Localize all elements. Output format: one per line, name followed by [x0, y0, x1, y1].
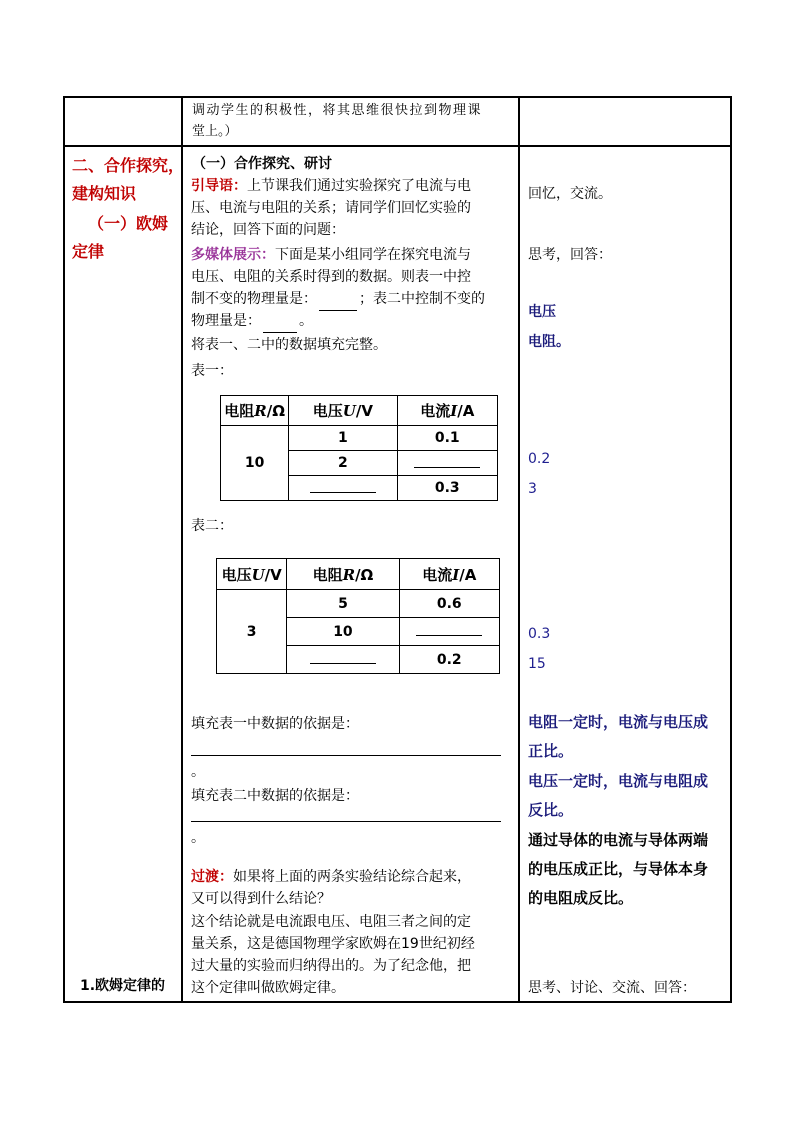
row-divider: [63, 145, 732, 147]
t2-blank-cell: [287, 646, 399, 674]
t1-merged-cell: 10: [221, 426, 289, 501]
top-row-line-1: 调动学生的积极性，将其思维很快拉到物理课: [192, 103, 483, 118]
data-table-1: [220, 395, 498, 501]
section-heading: 二、合作探究，: [72, 156, 185, 175]
answer-resistance: 电阻。: [528, 334, 570, 350]
t2-h0-text: 电压: [221, 565, 252, 584]
t1-cell: 1: [289, 426, 397, 451]
t1-cell: 0.1: [397, 426, 497, 451]
conclusion-line-2: 量关系，这是德国物理学家欧姆在19世纪初经: [191, 936, 475, 952]
subsection-heading-2: 定律: [72, 242, 105, 261]
t2-cell: 5: [287, 590, 399, 618]
blank-1: [319, 296, 357, 311]
conclusion-answer-2: 电压一定时，电流与电阻成: [528, 772, 709, 790]
transition-label: 过渡：: [191, 869, 233, 885]
answer-table1-a: 0.2: [528, 451, 551, 467]
student-discuss: 思考、讨论、交流、回答：: [528, 980, 696, 996]
table-left-border: [63, 96, 65, 1003]
transition-text: 如果将上面的两条实验结论综合起来，: [233, 869, 471, 885]
student-recall: 回忆，交流。: [528, 186, 612, 202]
table-top-border: [63, 96, 732, 98]
ohm-law-subheading: 1.欧姆定律的: [80, 978, 166, 994]
transition-line-2: 又可以得到什么结论？: [191, 891, 331, 907]
answer-blank: [414, 455, 480, 468]
t2-h0-sym: U: [251, 565, 265, 584]
column-divider-1: [181, 96, 183, 1003]
media-line-3-text-a: 制不变的物理量是：: [191, 291, 317, 307]
table-2-label: 表二：: [191, 518, 233, 534]
t2-header-current: [399, 559, 499, 590]
conclusion-line-3: 过大量的实验而归纳得出的。为了纪念他，把: [191, 958, 471, 974]
t2-cell: 0.2: [399, 646, 499, 674]
intro-line-2: 压、电流与电阻的关系；请同学们回忆实验的: [191, 200, 471, 216]
t2-h2-text: 电流: [422, 565, 453, 584]
t1-cell: 0.3: [397, 476, 497, 501]
basis-1-answer-line: [191, 755, 501, 756]
conclusion-answer-3b: 的电压成正比，与导体本身: [528, 860, 709, 878]
media-label: 多媒体展示：: [191, 247, 275, 263]
t1-h2-text: 电流: [420, 402, 451, 420]
media-line-4-text-a: 物理量是：: [191, 313, 261, 329]
answer-blank: [310, 480, 376, 493]
fill-instruction: 将表一、二中的数据填充完整。: [191, 337, 387, 353]
t2-h0-unit: /V: [264, 565, 282, 584]
conclusion-line-1: 这个结论就是电流跟电压、电阻三者之间的定: [191, 914, 471, 930]
basis-1-prompt: 填充表一中数据的依据是：: [191, 716, 359, 732]
subsection-heading: （一）欧姆: [88, 214, 169, 233]
t2-h2-unit: /A: [459, 565, 477, 584]
answer-blank: [416, 623, 482, 636]
intro-label: 引导语：: [191, 178, 247, 194]
t1-h0-sym: R: [254, 402, 267, 420]
media-line-4: [191, 309, 313, 333]
t2-header-resistance: [287, 559, 399, 590]
blank-2: [263, 318, 297, 333]
conclusion-answer-3c: 的电阻成反比。: [528, 889, 634, 907]
intro-text: 上节课我们通过实验探究了电流与电: [247, 178, 471, 194]
t1-h2-unit: /A: [457, 402, 475, 420]
media-line-3-text-b: ；表二中控制不变的: [359, 291, 485, 307]
answer-voltage: 电压: [528, 304, 556, 320]
section-title: （一）合作探究、研讨: [192, 156, 332, 172]
t1-header-current: [397, 396, 497, 426]
student-think-answer: 思考，回答：: [528, 247, 612, 263]
media-line-1: [191, 243, 471, 267]
t1-header-resistance: [221, 396, 289, 426]
answer-blank: [310, 651, 376, 664]
basis-2-period: 。: [191, 830, 205, 846]
basis-1-period: 。: [191, 764, 205, 780]
t1-cell: 2: [289, 451, 397, 476]
data-table-2: [216, 558, 500, 674]
t2-cell: 0.6: [399, 590, 499, 618]
t1-h1-unit: /V: [355, 402, 373, 420]
conclusion-line-4: 这个定律叫做欧姆定律。: [191, 980, 345, 996]
basis-2-answer-line: [191, 821, 501, 822]
t1-h2-sym: I: [450, 402, 458, 420]
conclusion-answer-1: 电阻一定时，电流与电压成: [528, 713, 709, 731]
intro-line-1: [191, 174, 471, 198]
media-line-2: 电压、电阻的关系时得到的数据。则表一中控: [191, 269, 471, 285]
media-text: 下面是某小组同学在探究电流与: [275, 247, 471, 263]
t1-header-voltage: [289, 396, 397, 426]
t2-cell: 10: [287, 618, 399, 646]
t1-h0-text: 电阻: [224, 402, 255, 420]
t1-h1-sym: U: [342, 402, 356, 420]
table-right-border: [730, 96, 732, 1003]
t2-header-voltage: [217, 559, 287, 590]
media-line-4-text-b: 。: [299, 313, 313, 329]
intro-line-3: 结论，回答下面的问题：: [191, 222, 345, 238]
media-line-3: [191, 287, 485, 311]
conclusion-answer-2b: 反比。: [528, 801, 574, 819]
table-1-label: 表一：: [191, 363, 233, 379]
section-heading-2: 建构知识: [72, 184, 137, 203]
t2-blank-cell: [399, 618, 499, 646]
t2-h1-sym: R: [342, 565, 356, 584]
conclusion-answer-1b: 正比。: [528, 742, 574, 760]
conclusion-answer-3: 通过导体的电流与导体两端: [528, 831, 709, 849]
top-row-line-2: 堂上。）: [192, 124, 238, 139]
answer-table1-b: 3: [528, 481, 537, 497]
t1-blank-cell: [289, 476, 397, 501]
t2-h2-sym: I: [452, 565, 460, 584]
t2-h1-unit: /Ω: [355, 565, 374, 584]
t1-h0-unit: /Ω: [266, 402, 285, 420]
t1-h1-text: 电压: [312, 402, 343, 420]
t2-h1-text: 电阻: [312, 565, 343, 584]
column-divider-2: [518, 96, 520, 1003]
answer-table2-b: 15: [528, 656, 546, 672]
table-bottom-border: [63, 1001, 732, 1003]
t1-blank-cell: [397, 451, 497, 476]
basis-2-prompt: 填充表二中数据的依据是：: [191, 788, 359, 804]
transition-line-1: [191, 865, 471, 889]
answer-table2-a: 0.3: [528, 626, 551, 642]
t2-merged-cell: 3: [217, 590, 287, 674]
